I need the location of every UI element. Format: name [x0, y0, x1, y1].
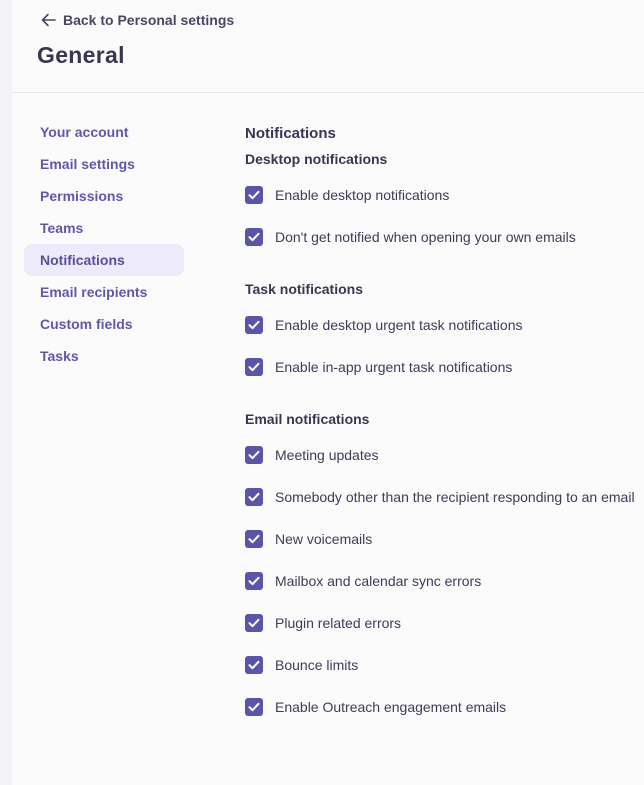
checkmark-icon: [248, 450, 260, 460]
option-label: Enable desktop notifications: [275, 187, 450, 203]
option-label: Meeting updates: [275, 447, 379, 463]
option-label: Enable in-app urgent task notifications: [275, 359, 513, 375]
option-label: Bounce limits: [275, 657, 359, 673]
option-non-recipient-responding[interactable]: [245, 476, 644, 518]
option-label: Enable desktop urgent task notifications: [275, 317, 523, 333]
option-desktop-urgent-task-notifications[interactable]: [245, 304, 644, 346]
back-to-personal-settings-link[interactable]: [41, 12, 234, 28]
sidebar-item-notifications[interactable]: Notifications: [24, 244, 184, 276]
group-title-email-notifications: Email notifications: [245, 411, 370, 427]
back-link-label: Back to Personal settings: [63, 12, 235, 28]
checkmark-icon: [248, 618, 260, 628]
checkmark-icon: [248, 362, 260, 372]
checkmark-icon: [248, 702, 260, 712]
checkbox[interactable]: [245, 614, 263, 632]
checkbox[interactable]: [245, 186, 263, 204]
option-dont-notify-own-emails[interactable]: [245, 216, 644, 258]
option-enable-desktop-notifications[interactable]: [245, 174, 644, 216]
option-label: Mailbox and calendar sync errors: [275, 573, 482, 589]
option-meeting-updates[interactable]: [245, 434, 644, 476]
option-label: Enable Outreach engagement emails: [275, 699, 507, 715]
checkbox[interactable]: [245, 446, 263, 464]
checkbox[interactable]: [245, 228, 263, 246]
sidebar-item-custom-fields[interactable]: Custom fields: [40, 316, 133, 332]
option-new-voicemails[interactable]: [245, 518, 644, 560]
checkmark-icon: [248, 576, 260, 586]
notifications-panel: [245, 120, 644, 728]
checkbox[interactable]: [245, 358, 263, 376]
checkbox[interactable]: [245, 572, 263, 590]
checkmark-icon: [248, 232, 260, 242]
group-title-task-notifications: Task notifications: [245, 281, 363, 297]
arrow-left-icon: [41, 13, 56, 27]
checkbox[interactable]: [245, 316, 263, 334]
option-label: Plugin related errors: [275, 615, 402, 631]
checkmark-icon: [248, 534, 260, 544]
left-edge-panel: [0, 0, 12, 785]
checkbox[interactable]: [245, 656, 263, 674]
checkmark-icon: [248, 190, 260, 200]
option-label: Don't get notified when opening your own emails: [275, 229, 576, 245]
sidebar-item-permissions[interactable]: Permissions: [40, 188, 124, 204]
option-plugin-related-errors[interactable]: [245, 602, 644, 644]
option-label: New voicemails: [275, 531, 373, 547]
checkbox[interactable]: [245, 530, 263, 548]
option-outreach-engagement-emails[interactable]: [245, 686, 644, 728]
sidebar-item-your-account[interactable]: Your account: [40, 124, 129, 140]
option-mailbox-calendar-sync-errors[interactable]: [245, 560, 644, 602]
sidebar-item-email-settings[interactable]: Email settings: [40, 156, 135, 172]
checkmark-icon: [248, 320, 260, 330]
section-title: Notifications: [245, 125, 336, 142]
sidebar-item-email-recipients[interactable]: Email recipients: [40, 284, 148, 300]
settings-sidebar: [24, 116, 184, 372]
group-title-desktop-notifications: Desktop notifications: [245, 151, 388, 167]
sidebar-item-tasks[interactable]: Tasks: [40, 348, 79, 364]
option-label: Somebody other than the recipient responding to an email: [275, 489, 635, 505]
page-header: [12, 0, 644, 93]
checkbox[interactable]: [245, 698, 263, 716]
option-bounce-limits[interactable]: [245, 644, 644, 686]
checkmark-icon: [248, 660, 260, 670]
page-title: General: [37, 42, 125, 68]
option-in-app-urgent-task-notifications[interactable]: [245, 346, 644, 388]
checkbox[interactable]: [245, 488, 263, 506]
checkmark-icon: [248, 492, 260, 502]
sidebar-item-teams[interactable]: Teams: [40, 220, 84, 236]
